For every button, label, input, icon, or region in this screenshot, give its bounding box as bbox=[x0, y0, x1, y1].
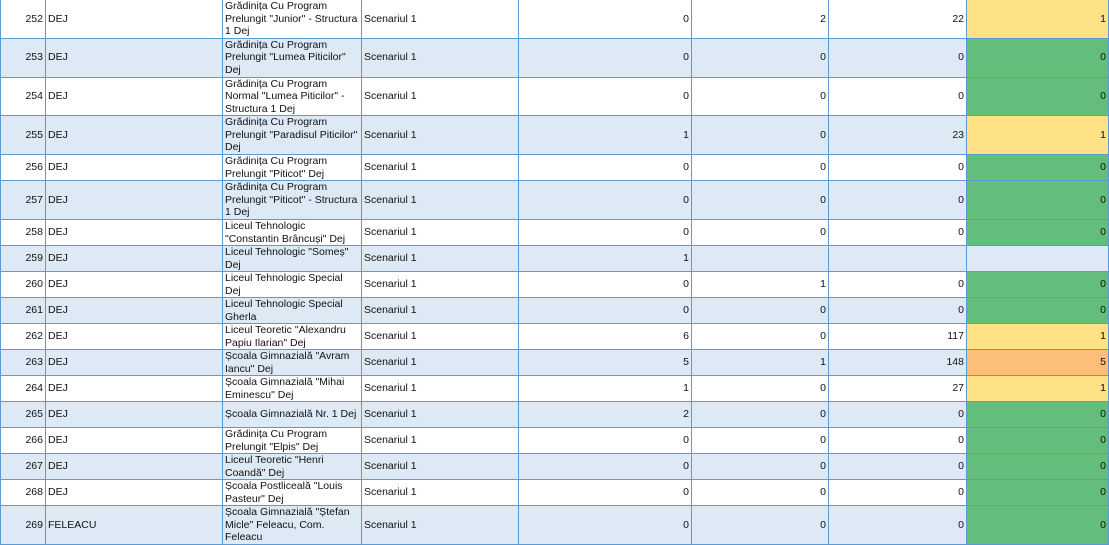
table-row bbox=[1, 220, 1109, 246]
value-col4-cell: 0 bbox=[967, 428, 1109, 454]
value-col2-cell: 0 bbox=[692, 220, 829, 246]
value-col3-cell: 0 bbox=[829, 272, 967, 298]
scenario-cell: Scenariul 1 bbox=[362, 220, 519, 246]
locality-cell: DEJ bbox=[46, 116, 223, 155]
value-col4-cell: 1 bbox=[967, 324, 1109, 350]
value-col1-cell: 0 bbox=[519, 454, 692, 480]
value-col1-cell: 0 bbox=[519, 181, 692, 220]
locality-cell: DEJ bbox=[46, 376, 223, 402]
value-col4-cell: 0 bbox=[967, 454, 1109, 480]
row-number-cell: 263 bbox=[1, 350, 46, 376]
value-col2-cell: 0 bbox=[692, 155, 829, 181]
row-number-cell: 254 bbox=[1, 77, 46, 116]
table-row bbox=[1, 480, 1109, 506]
scenario-cell: Scenariul 1 bbox=[362, 402, 519, 428]
school-name-cell: Grădinița Cu Program Prelungit "Lumea Piticilor" Dej bbox=[223, 38, 362, 77]
value-col1-cell: 6 bbox=[519, 324, 692, 350]
table-row bbox=[1, 0, 1109, 38]
value-col3-cell bbox=[829, 246, 967, 272]
value-col2-cell: 0 bbox=[692, 428, 829, 454]
row-number-cell: 267 bbox=[1, 454, 46, 480]
school-name-cell: Grădinița Cu Program Prelungit "Paradisul Piticilor" Dej bbox=[223, 116, 362, 155]
value-col2-cell: 0 bbox=[692, 38, 829, 77]
scenario-cell: Scenariul 1 bbox=[362, 272, 519, 298]
value-col4-cell: 1 bbox=[967, 0, 1109, 38]
value-col2-cell: 1 bbox=[692, 350, 829, 376]
row-number-cell: 255 bbox=[1, 116, 46, 155]
value-col1-cell: 0 bbox=[519, 506, 692, 545]
value-col4-cell: 0 bbox=[967, 272, 1109, 298]
row-number-cell: 264 bbox=[1, 376, 46, 402]
school-name-cell: Liceul Tehnologic Special Gherla bbox=[223, 298, 362, 324]
value-col1-cell: 0 bbox=[519, 480, 692, 506]
row-number-cell: 266 bbox=[1, 428, 46, 454]
value-col4-cell: 0 bbox=[967, 220, 1109, 246]
value-col4-cell: 0 bbox=[967, 155, 1109, 181]
value-col3-cell: 0 bbox=[829, 506, 967, 545]
value-col3-cell: 0 bbox=[829, 155, 967, 181]
school-name-cell: Școala Postliceală "Louis Pasteur" Dej bbox=[223, 480, 362, 506]
value-col4-cell: 0 bbox=[967, 181, 1109, 220]
value-col3-cell: 148 bbox=[829, 350, 967, 376]
table-row bbox=[1, 350, 1109, 376]
locality-cell: DEJ bbox=[46, 272, 223, 298]
row-number-cell: 262 bbox=[1, 324, 46, 350]
scenario-cell: Scenariul 1 bbox=[362, 181, 519, 220]
value-col2-cell: 0 bbox=[692, 116, 829, 155]
locality-cell: DEJ bbox=[46, 0, 223, 38]
value-col4-cell: 0 bbox=[967, 402, 1109, 428]
school-name-cell: Școala Gimnazială "Ștefan Micle" Feleacu, Com. Feleacu bbox=[223, 506, 362, 545]
locality-cell: DEJ bbox=[46, 77, 223, 116]
value-col4-cell: 0 bbox=[967, 506, 1109, 545]
table-row bbox=[1, 298, 1109, 324]
value-col2-cell: 0 bbox=[692, 454, 829, 480]
scenario-cell: Scenariul 1 bbox=[362, 246, 519, 272]
value-col2-cell: 0 bbox=[692, 480, 829, 506]
scenario-cell: Scenariul 1 bbox=[362, 116, 519, 155]
value-col3-cell: 0 bbox=[829, 38, 967, 77]
scenario-cell: Scenariul 1 bbox=[362, 376, 519, 402]
value-col4-cell: 1 bbox=[967, 116, 1109, 155]
school-name-cell: Grădinița Cu Program Prelungit "Piticot" - Structura 1 Dej bbox=[223, 181, 362, 220]
value-col4-cell: 1 bbox=[967, 376, 1109, 402]
table-row bbox=[1, 116, 1109, 155]
locality-cell: DEJ bbox=[46, 298, 223, 324]
locality-cell: DEJ bbox=[46, 350, 223, 376]
value-col3-cell: 0 bbox=[829, 298, 967, 324]
locality-cell: DEJ bbox=[46, 454, 223, 480]
row-number-cell: 268 bbox=[1, 480, 46, 506]
table-row bbox=[1, 246, 1109, 272]
locality-cell: DEJ bbox=[46, 480, 223, 506]
value-col1-cell: 0 bbox=[519, 298, 692, 324]
locality-cell: DEJ bbox=[46, 402, 223, 428]
value-col3-cell: 27 bbox=[829, 376, 967, 402]
value-col4-cell: 5 bbox=[967, 350, 1109, 376]
table-row bbox=[1, 38, 1109, 77]
value-col1-cell: 5 bbox=[519, 350, 692, 376]
value-col2-cell: 0 bbox=[692, 506, 829, 545]
school-name-cell: Liceul Tehnologic Special Dej bbox=[223, 272, 362, 298]
locality-cell: DEJ bbox=[46, 428, 223, 454]
value-col3-cell: 0 bbox=[829, 77, 967, 116]
row-number-cell: 269 bbox=[1, 506, 46, 545]
value-col3-cell: 0 bbox=[829, 480, 967, 506]
row-number-cell: 257 bbox=[1, 181, 46, 220]
value-col1-cell: 0 bbox=[519, 428, 692, 454]
school-name-cell: Liceul Teoretic "Henri Coandă" Dej bbox=[223, 454, 362, 480]
school-name-cell: Școala Gimnazială "Avram Iancu" Dej bbox=[223, 350, 362, 376]
scenario-cell: Scenariul 1 bbox=[362, 428, 519, 454]
row-number-cell: 265 bbox=[1, 402, 46, 428]
value-col4-cell bbox=[967, 246, 1109, 272]
table-row bbox=[1, 155, 1109, 181]
school-name-cell: Școala Gimnazială "Mihai Eminescu" Dej bbox=[223, 376, 362, 402]
scenario-cell: Scenariul 1 bbox=[362, 506, 519, 545]
value-col3-cell: 0 bbox=[829, 428, 967, 454]
table-row bbox=[1, 77, 1109, 116]
scenario-cell: Scenariul 1 bbox=[362, 38, 519, 77]
table-row bbox=[1, 454, 1109, 480]
value-col3-cell: 117 bbox=[829, 324, 967, 350]
value-col2-cell: 2 bbox=[692, 0, 829, 38]
scenario-cell: Scenariul 1 bbox=[362, 0, 519, 38]
value-col2-cell: 0 bbox=[692, 376, 829, 402]
value-col4-cell: 0 bbox=[967, 77, 1109, 116]
scenario-cell: Scenariul 1 bbox=[362, 324, 519, 350]
value-col2-cell: 0 bbox=[692, 324, 829, 350]
scenario-cell: Scenariul 1 bbox=[362, 298, 519, 324]
table-row bbox=[1, 324, 1109, 350]
scenario-cell: Scenariul 1 bbox=[362, 480, 519, 506]
scenario-cell: Scenariul 1 bbox=[362, 454, 519, 480]
school-name-cell: Grădinița Cu Program Prelungit "Elpis" Dej bbox=[223, 428, 362, 454]
school-name-cell: Grădinița Cu Program Normal "Lumea Piticilor" - Structura 1 Dej bbox=[223, 77, 362, 116]
scenario-cell: Scenariul 1 bbox=[362, 350, 519, 376]
value-col3-cell: 22 bbox=[829, 0, 967, 38]
locality-cell: DEJ bbox=[46, 220, 223, 246]
value-col1-cell: 0 bbox=[519, 220, 692, 246]
value-col4-cell: 0 bbox=[967, 480, 1109, 506]
locality-cell: DEJ bbox=[46, 38, 223, 77]
school-name-cell: Grădinița Cu Program Prelungit "Junior" - Structura 1 Dej bbox=[223, 0, 362, 38]
value-col3-cell: 23 bbox=[829, 116, 967, 155]
locality-cell: DEJ bbox=[46, 181, 223, 220]
row-number-cell: 256 bbox=[1, 155, 46, 181]
value-col2-cell: 0 bbox=[692, 402, 829, 428]
value-col4-cell: 0 bbox=[967, 298, 1109, 324]
table-row bbox=[1, 272, 1109, 298]
locality-cell: DEJ bbox=[46, 324, 223, 350]
table-row bbox=[1, 506, 1109, 545]
value-col1-cell: 1 bbox=[519, 376, 692, 402]
value-col3-cell: 0 bbox=[829, 220, 967, 246]
locality-cell: DEJ bbox=[46, 155, 223, 181]
school-name-cell: Liceul Tehnologic "Constantin Brâncuși" Dej bbox=[223, 220, 362, 246]
value-col1-cell: 0 bbox=[519, 77, 692, 116]
value-col2-cell: 0 bbox=[692, 77, 829, 116]
school-name-cell: Școala Gimnazială Nr. 1 Dej bbox=[223, 402, 362, 428]
value-col1-cell: 0 bbox=[519, 38, 692, 77]
school-name-cell: Grădinița Cu Program Prelungit "Piticot" Dej bbox=[223, 155, 362, 181]
value-col1-cell: 1 bbox=[519, 246, 692, 272]
row-number-cell: 258 bbox=[1, 220, 46, 246]
table-row bbox=[1, 428, 1109, 454]
scenario-cell: Scenariul 1 bbox=[362, 77, 519, 116]
value-col2-cell bbox=[692, 246, 829, 272]
row-number-cell: 259 bbox=[1, 246, 46, 272]
value-col2-cell: 1 bbox=[692, 272, 829, 298]
value-col3-cell: 0 bbox=[829, 402, 967, 428]
school-name-cell: Liceul Teoretic "Alexandru Papiu Ilarian" Dej bbox=[223, 324, 362, 350]
value-col1-cell: 0 bbox=[519, 272, 692, 298]
school-name-cell: Liceul Tehnologic "Someș" Dej bbox=[223, 246, 362, 272]
table-row bbox=[1, 402, 1109, 428]
row-number-cell: 252 bbox=[1, 0, 46, 38]
value-col1-cell: 1 bbox=[519, 116, 692, 155]
row-number-cell: 260 bbox=[1, 272, 46, 298]
row-number-cell: 253 bbox=[1, 38, 46, 77]
value-col2-cell: 0 bbox=[692, 181, 829, 220]
locality-cell: DEJ bbox=[46, 246, 223, 272]
table-row bbox=[1, 376, 1109, 402]
value-col1-cell: 0 bbox=[519, 155, 692, 181]
value-col1-cell: 2 bbox=[519, 402, 692, 428]
value-col2-cell: 0 bbox=[692, 298, 829, 324]
value-col3-cell: 0 bbox=[829, 181, 967, 220]
value-col3-cell: 0 bbox=[829, 454, 967, 480]
value-col4-cell: 0 bbox=[967, 38, 1109, 77]
table-body bbox=[1, 0, 1109, 545]
scenario-cell: Scenariul 1 bbox=[362, 155, 519, 181]
value-col1-cell: 0 bbox=[519, 0, 692, 38]
table-row bbox=[1, 181, 1109, 220]
locality-cell: FELEACU bbox=[46, 506, 223, 545]
row-number-cell: 261 bbox=[1, 298, 46, 324]
